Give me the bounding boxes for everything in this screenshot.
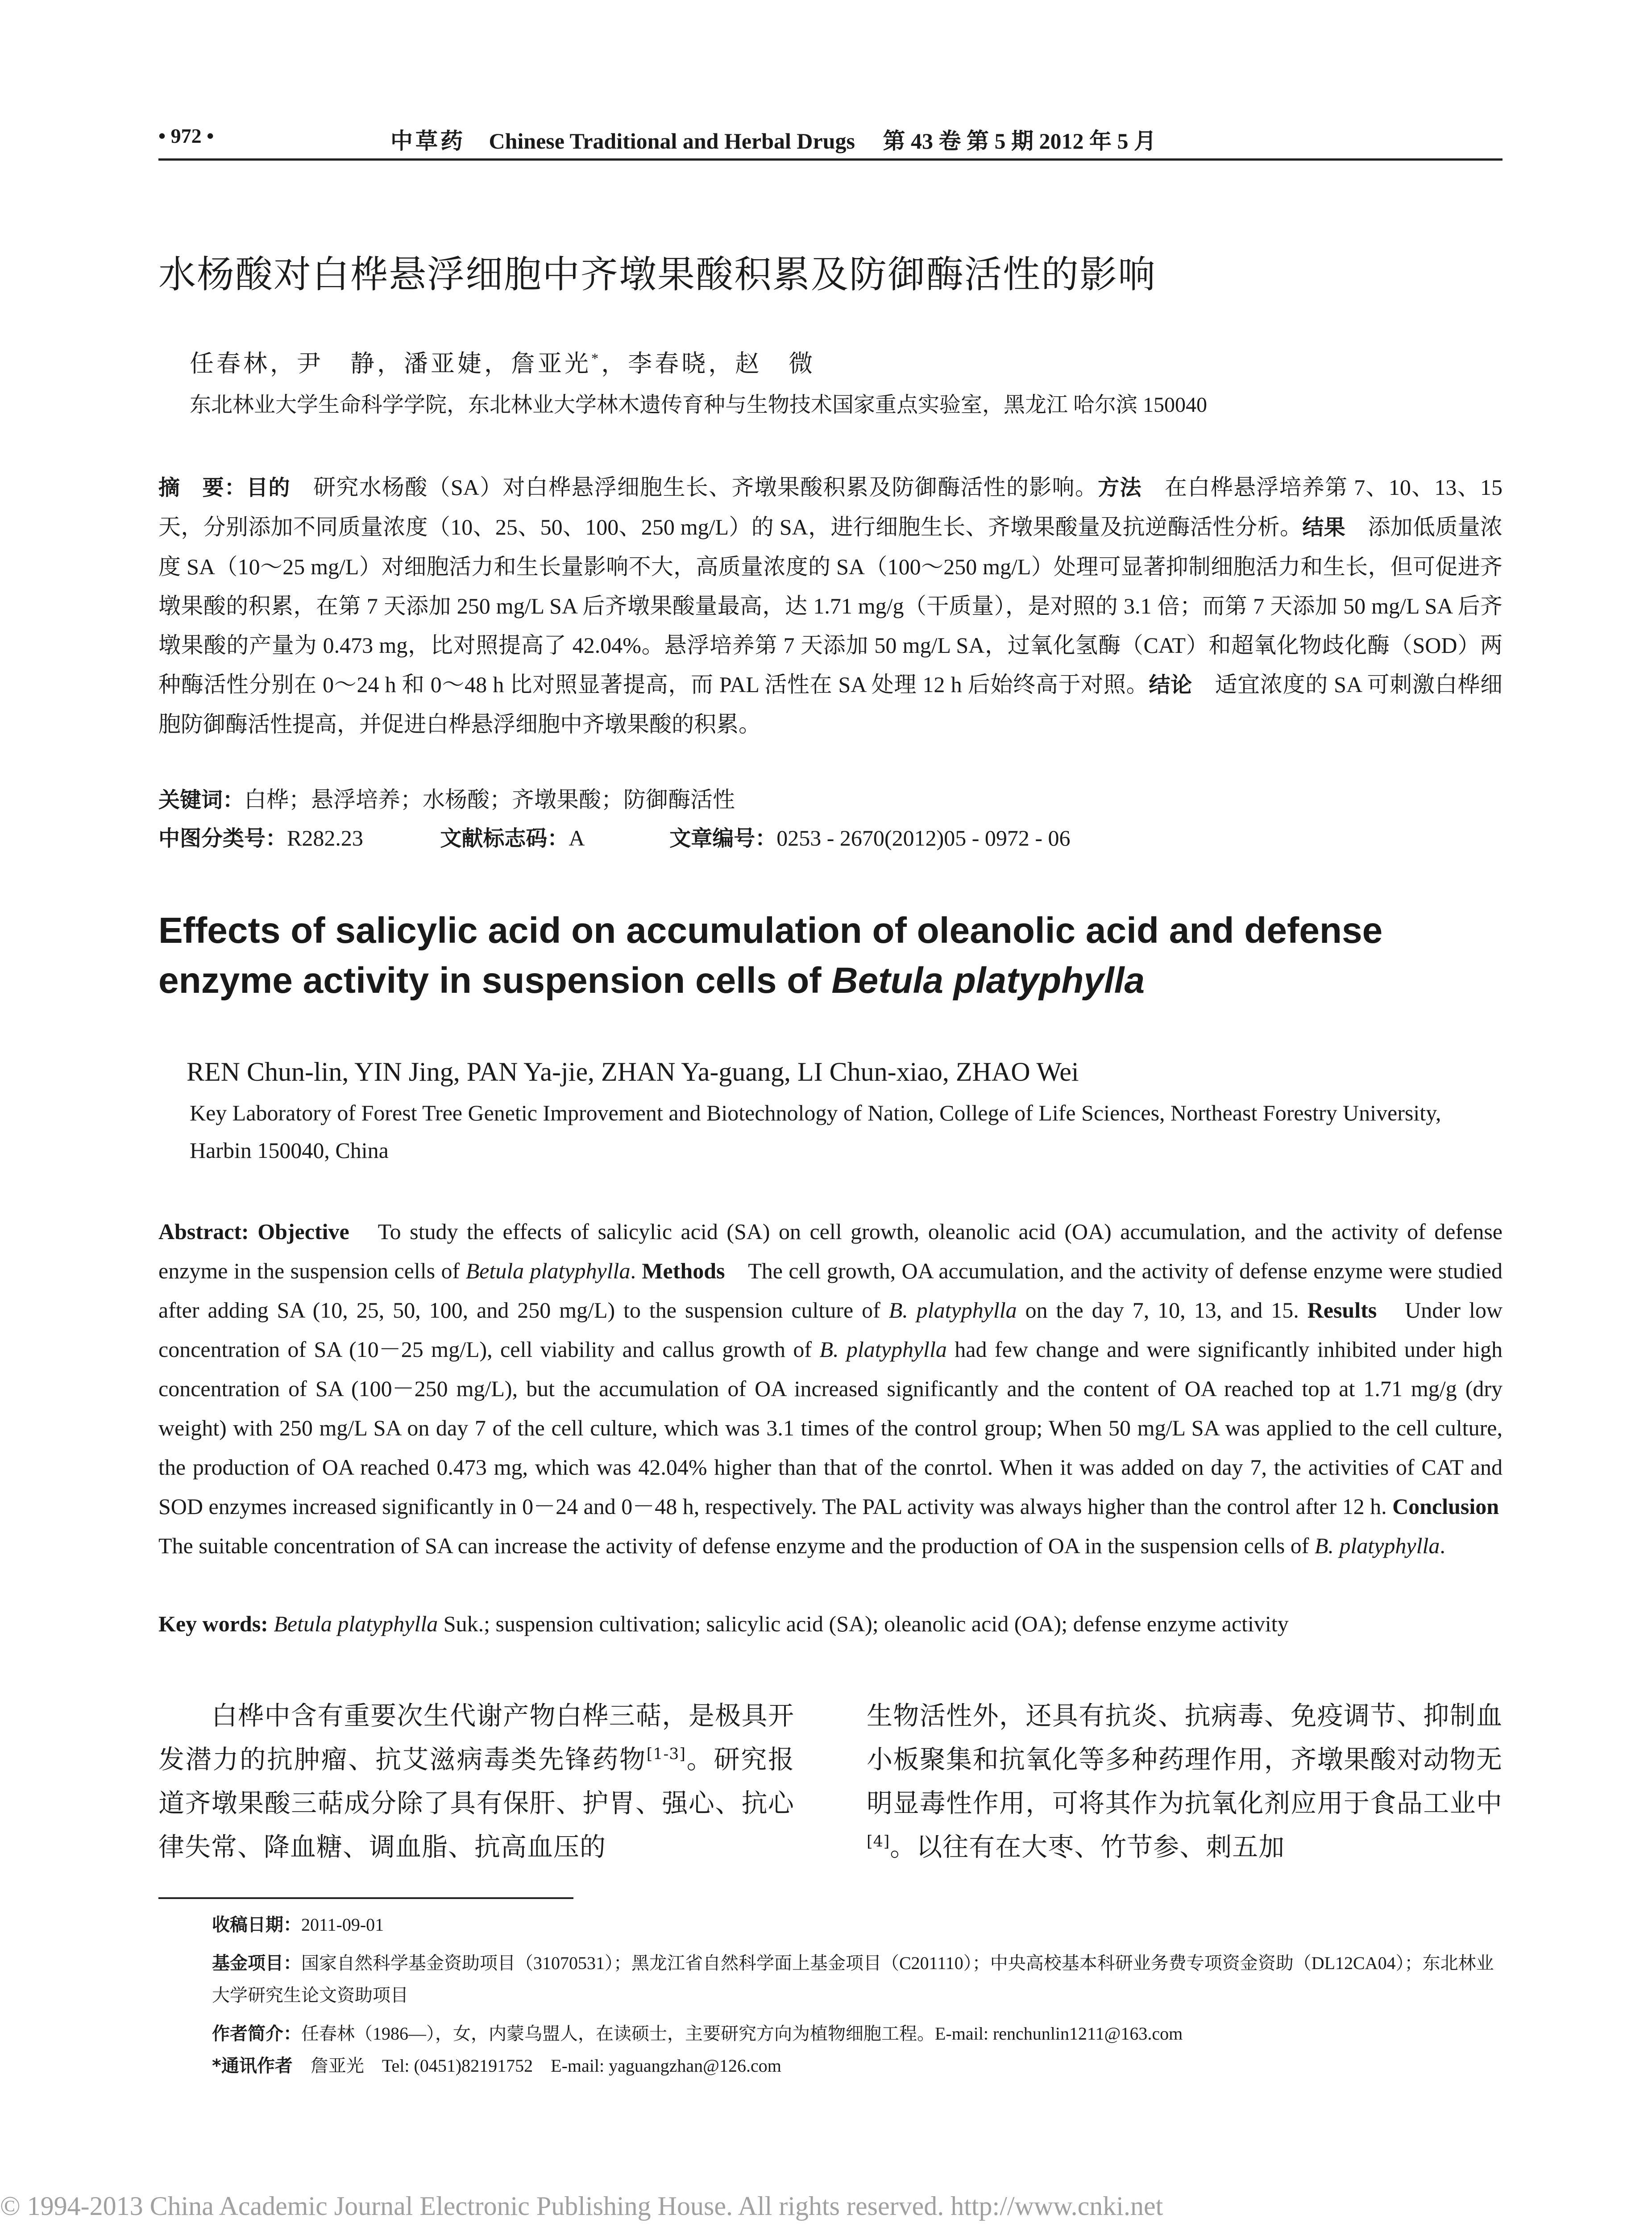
en-methods-b: on the day 7, 10, 13, and 15. xyxy=(1017,1298,1307,1323)
en-results-label: Results xyxy=(1307,1298,1377,1323)
footnote-rule xyxy=(158,1897,573,1899)
citation-1-3: [1-3] xyxy=(646,1745,686,1763)
en-conclusion-b: . xyxy=(1440,1533,1445,1558)
en-methods-label: Methods xyxy=(642,1258,725,1283)
class-value: R282.23 xyxy=(287,825,363,850)
methods-text: 在白桦悬浮培养第 7、10、13、15 天，分别添加不同质量浓度（10、25、50、100、250 mg/L）的 SA，进行细胞生长、齐墩果酸量及抗逆酶活性分析。 xyxy=(158,475,1503,539)
footnote-fund xyxy=(212,1947,1506,2011)
en-conclusion-label: Conclusion xyxy=(1392,1494,1499,1519)
english-affiliation: Key Laboratory of Forest Tree Genetic Improvement and Biotechnology of Nation, College of Life Sciences, Northeast Forestry University, Harbin 150040, China xyxy=(190,1100,1441,1163)
objective-label: 目的 xyxy=(246,475,291,500)
footnote-author xyxy=(212,2018,1506,2050)
body-left-a: 白桦中含有重要次生代谢产物白桦三萜，是极具开发潜力的抗肿瘤、抗艾滋病毒类先锋药物 xyxy=(158,1700,794,1775)
journal-name-cn: 中草药 xyxy=(390,128,465,154)
body-right-a: 生物活性外，还具有抗炎、抗病毒、免疫调节、抑制血小板聚集和抗氧化等多种药理作用，齐墩果酸对动物无明显毒性作用，可将其作为抗氧化剂应用于食品工业中 xyxy=(867,1700,1503,1818)
issue-info: 第 43 卷 第 5 期 2012 年 5 月 xyxy=(883,129,1156,153)
en-objective-a: To study the effects of salicylic acid (SA) on cell growth, oleanolic acid (OA) accumulation, and the activity of defense enzyme in the suspension cells of xyxy=(158,1219,1503,1283)
keywords-label: 关键词： xyxy=(158,788,245,813)
doc-code-value: A xyxy=(569,825,584,850)
en-objective-species: Betula platyphylla xyxy=(465,1258,631,1283)
english-title xyxy=(158,906,1503,1006)
body-column-right xyxy=(867,1694,1503,1869)
corr-text: 詹亚光 Tel: (0451)82191752 E-mail: yaguangzhan@126.com xyxy=(292,2056,781,2076)
chinese-authors xyxy=(190,344,815,379)
en-objective-b: . xyxy=(630,1258,642,1283)
en-abstract-label: Abstract: xyxy=(158,1219,249,1244)
journal-name-en: Chinese Traditional and Herbal Drugs xyxy=(489,129,855,153)
en-results-a: Under low concentration of SA (10－25 mg/L), cell viability and callus growth of xyxy=(158,1298,1503,1362)
results-text: 添加低质量浓度 SA（10～25 mg/L）对细胞活力和生长量影响不大，高质量浓度的 SA（100～250 mg/L）处理可显著抑制细胞活力和生长，但可促进齐墩果酸的积累，在第 7 天添加 250 mg/L SA 后齐墩果酸量最高，达 1.71 mg/g（干质量），是对照的 3.1 倍；而第 7 天添加 50 mg/L SA 后齐墩果酸的产量为 0.473 mg，比对照提高了 42.04%。悬浮培养第 7 天添加 50 mg/L SA，过氧化氢酶（CAT）和超氧化物歧化酶（SOD）两种酶活性分别在 0～24 h 和 0～48 h 比对照显著提高，而 PAL 活性在 SA 处理 12 h 后始终高于对照。 xyxy=(158,514,1503,697)
body-column-left xyxy=(158,1694,794,1869)
en-methods-a: The cell growth, OA accumulation, and the activity of defense enzyme were studied after adding SA (10, 25, 50, 100, and 250 mg/L) to the suspension culture of xyxy=(158,1258,1503,1323)
article-no-value: 0253 - 2670(2012)05 - 0972 - 06 xyxy=(776,825,1071,850)
received-date: 2011-09-01 xyxy=(301,1915,384,1935)
header-rule xyxy=(158,158,1503,161)
chinese-abstract xyxy=(158,468,1503,744)
en-keywords-species: Betula platyphylla xyxy=(274,1611,438,1636)
footnote-corresponding xyxy=(212,2050,1506,2082)
conclusion-label: 结论 xyxy=(1149,672,1192,697)
en-keywords-rest: Suk.; suspension cultivation; salicylic acid (SA); oleanolic acid (OA); defense enzyme activity xyxy=(438,1611,1289,1636)
author-label: 作者简介： xyxy=(212,2024,301,2044)
body-right-b: 。以往有在大枣、竹节参、刺五加 xyxy=(890,1832,1285,1862)
page-number: • 972 • xyxy=(158,124,214,147)
abstract-label: 摘 要： xyxy=(158,475,247,500)
english-abstract xyxy=(158,1212,1522,1565)
en-objective-label: Objective xyxy=(257,1219,349,1244)
chinese-affiliation: 东北林业大学生命科学学院，东北林业大学林木遗传育种与生物技术国家重点实验室，黑龙江 哈尔滨 150040 xyxy=(190,393,1208,417)
en-keywords-label: Key words: xyxy=(158,1611,268,1636)
conclusion-text: 适宜浓度的 SA 可刺激白桦细胞防御酶活性提高，并促进白桦悬浮细胞中齐墩果酸的积累。 xyxy=(158,672,1503,737)
results-label: 结果 xyxy=(1302,515,1346,540)
received-label: 收稿日期： xyxy=(212,1915,301,1935)
authors-part1: 任春林，尹 静，潘亚婕，詹亚光 xyxy=(190,350,591,377)
corresponding-mark: * xyxy=(591,351,602,367)
english-keywords xyxy=(158,1611,1503,1637)
title-main: Effects of salicylic acid on accumulation of oleanolic acid and defense enzyme activity in suspension cells of xyxy=(158,910,1383,1001)
corr-label: *通讯作者 xyxy=(212,2056,293,2076)
footnotes xyxy=(212,1909,1506,2082)
en-results-b: had few change and were significantly inhibited under high concentration of SA (100－250 mg/L), but the accumulation of OA increased significantly and the content of OA reached top at 1.71 mg/g (dry weight) with 250 mg/L SA on day 7 of the cell culture, which was 3.1 times of the control group; When 50 mg/L SA was applied to the cell culture, the production of OA reached 0.473 mg, which was 42.04% higher than that of the conrtol. When it was added on day 7, the activities of CAT and SOD enzymes increased significantly in 0－24 and 0－48 h, respectively. The PAL activity was always higher than the control after 12 h. xyxy=(158,1337,1503,1519)
english-authors: REN Chun-lin, YIN Jing, PAN Ya-jie, ZHAN Ya-guang, LI Chun-xiao, ZHAO Wei xyxy=(187,1057,1079,1086)
fund-label: 基金项目： xyxy=(212,1953,301,1974)
title-species: Betula platyphylla xyxy=(831,960,1145,1001)
copyright-notice: © 1994-2013 China Academic Journal Electronic Publishing House. All rights reserved. http://www.cnki.net xyxy=(0,2191,1163,2221)
chinese-keywords xyxy=(158,782,735,814)
en-results-species: B. platyphylla xyxy=(819,1337,947,1362)
en-methods-species: B. platyphylla xyxy=(888,1298,1017,1323)
article-no-label: 文章编号： xyxy=(669,826,777,851)
chinese-title: 水杨酸对白桦悬浮细胞中齐墩果酸积累及防御酶活性的影响 xyxy=(158,253,1157,296)
objective-text: 研究水杨酸（SA）对白桦悬浮细胞生长、齐墩果酸积累及防御酶活性的影响。 xyxy=(290,475,1098,500)
doc-code-label: 文献标志码： xyxy=(440,826,569,851)
authors-part2: ，李春晓，赵 微 xyxy=(601,350,816,377)
running-header xyxy=(158,120,1503,161)
footnote-received xyxy=(212,1909,1506,1941)
body-left-b: 。研究报道齐墩果酸三萜成分除了具有保肝、护胃、强心、抗心律失常、降血糖、调血脂、抗高血压的 xyxy=(158,1744,794,1862)
class-label: 中图分类号： xyxy=(158,826,287,851)
classification-line xyxy=(158,821,1071,852)
en-conclusion-species: B. platyphylla xyxy=(1314,1533,1440,1558)
author-text: 任春林（1986—），女，内蒙乌盟人，在读硕士，主要研究方向为植物细胞工程。E-mail: renchunlin1211@163.com xyxy=(301,2024,1183,2044)
en-conclusion-a: The suitable concentration of SA can increase the activity of defense enzyme and the production of OA in the suspension cells of xyxy=(158,1494,1522,1558)
citation-4: [4] xyxy=(867,1833,890,1851)
methods-label: 方法 xyxy=(1098,475,1142,500)
keywords-text: 白桦；悬浮培养；水杨酸；齐墩果酸；防御酶活性 xyxy=(244,787,735,812)
journal-info xyxy=(390,123,1156,155)
fund-text: 国家自然科学基金资助项目（31070531）；黑龙江省自然科学面上基金项目（C201110）；中央高校基本科研业务费专项资金资助（DL12CA04）；东北林业大学研究生论文资助项目 xyxy=(212,1953,1494,2005)
